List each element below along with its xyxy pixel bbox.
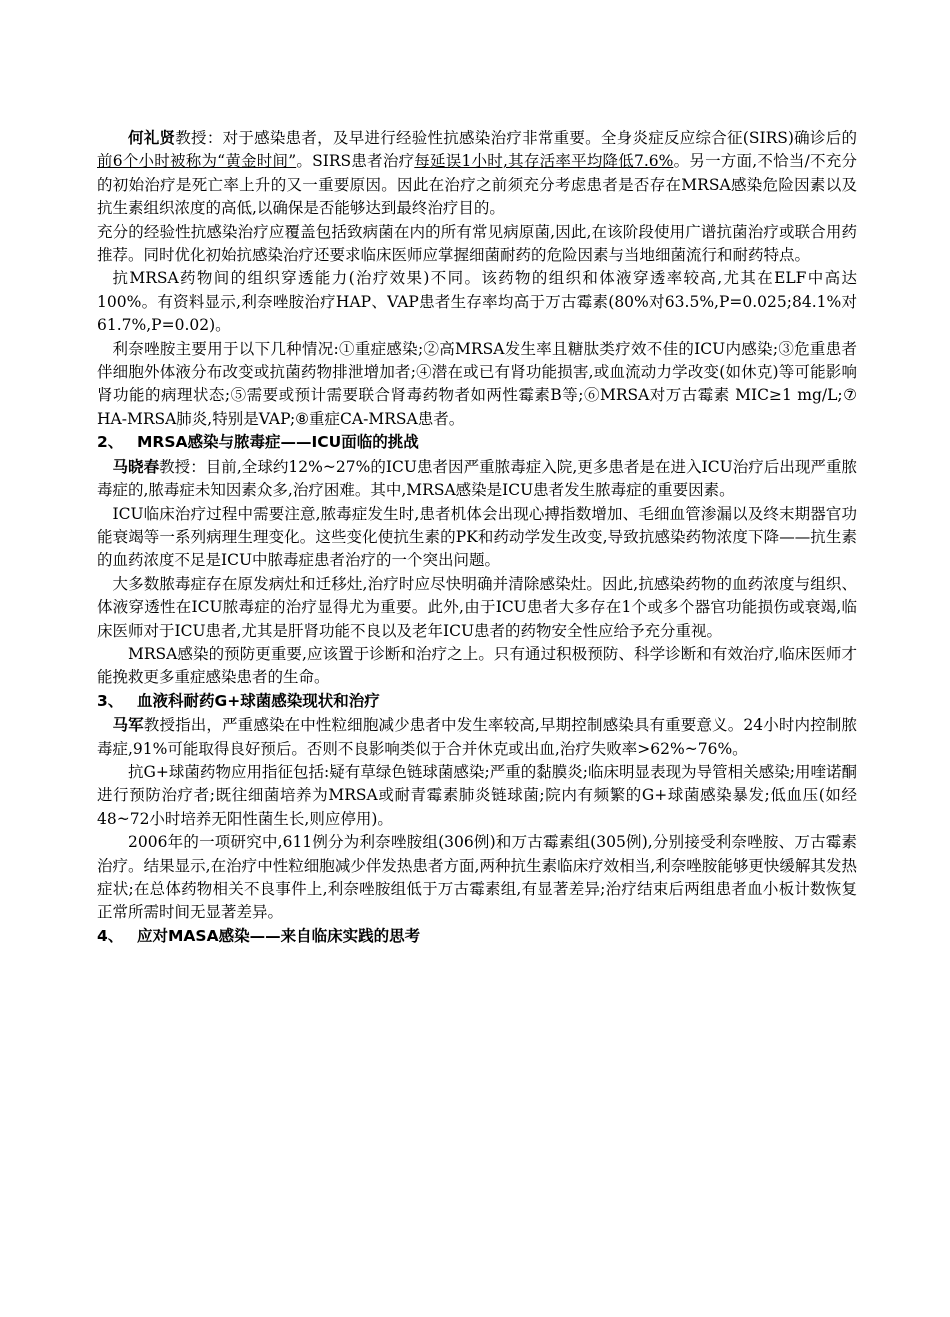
paragraph-ma-xiaochun (97, 455, 857, 503)
paragraph-gplus-indications: 抗G+球菌药物应用指征包括:疑有草绿色链球菌感染;严重的黏膜炎;临床明显表现为导管相关感染;用喹诺酮进行预防治疗者;既往细菌培养为MRSA或耐青霉素肺炎链球菌;院内有频繁的G+球菌感染暴发;低血压(如经48~72小时培养无阳性菌生长,则应停用)。 (97, 762, 857, 828)
text-segment: 。SIRS患者治疗 (296, 152, 415, 171)
speaker-name: 何礼贤 (128, 128, 176, 147)
text-segment: 教授：目前,全球约12%~27%的ICU患者因严重脓毒症入院,更多患者是在进入ICU治疗后出现严重脓毒症的,脓毒症未知因素众多,治疗困难。其中,MRSA感染是ICU患者发生脓毒症的重要因素。 (97, 457, 857, 500)
underlined-text: 每延误1小时,其存活率平均降低7.6% (414, 152, 674, 171)
paragraph-empiric-therapy: 充分的经验性抗感染治疗应覆盖包括致病菌在内的所有常见病原菌,因此,在该阶段使用广谱抗菌治疗或联合用药推荐。同时优化初始抗感染治疗还要求临床医师应掌握细菌耐药的危险因素与当地细菌流行和耐药特点。 (97, 222, 857, 265)
document-body (97, 126, 857, 948)
paragraph-ma-jun (97, 713, 857, 761)
section-number: 2、 (97, 433, 124, 452)
section-title: 应对MASA感染——来自临床实践的思考 (137, 926, 421, 945)
section-heading-3 (97, 690, 857, 713)
speaker-name: 马晓春 (112, 456, 160, 476)
paragraph-2006-study: 2006年的一项研究中,611例分为利奈唑胺组(306例)和万古霉素组(305例),分别接受利奈唑胺、万古霉素治疗。结果显示,在治疗中性粒细胞减少伴发热患者方面,两种抗生素临床疗效相当,利奈唑胺能够更快缓解其发热症状;在总体药物相关不良事件上,利奈唑胺组低于万古霉素组,有显著差异;治疗结束后两组患者血小板计数恢复正常所需时间无显著差异。 (97, 833, 857, 922)
underlined-text: 前6个小时被称为“黄金时间” (97, 152, 297, 171)
paragraph-icu-treatment: ICU临床治疗过程中需要注意,脓毒症发生时,患者机体会出现心搏指数增加、毛细血管渗漏以及终末期器官功能衰竭等一系列病理生理变化。这些变化使抗生素的PK和药动学发生改变,导致抗感染药物浓度下降——抗生素的血药浓度不足是ICU中脓毒症患者治疗的一个突出问题。 (97, 504, 857, 570)
section-heading-4 (97, 925, 857, 948)
paragraph-tissue-penetration: 抗MRSA药物间的组织穿透能力(治疗效果)不同。该药物的组织和体液穿透率较高,尤其在ELF中高达100%。有资料显示,利奈唑胺治疗HAP、VAP患者生存率均高于万古霉素(80%对63.5%,P=0.025;84.1%对61.7%,P=0.02)。 (97, 269, 857, 335)
text-segment: 教授：对于感染患者，及早进行经验性抗感染治疗非常重要。全身炎症反应综合征(SIRS)确诊后的 (175, 129, 857, 147)
section-title: MRSA感染与脓毒症——ICU面临的挑战 (137, 433, 419, 452)
section-title: 血液科耐药G+球菌感染现状和治疗 (137, 691, 380, 710)
paragraph-he-lixian (97, 126, 857, 221)
paragraph-linezolid-indications: 利奈唑胺主要用于以下几种情况:①重症感染;②高MRSA发生率且糖肽类疗效不佳的ICU内感染;③危重患者伴细胞外体液分布改变或抗菌药物排泄增加者;④潜在或已有肾功能损害,或血流动力学改变(如休克)等可能影响肾功能的病理状态;⑤需要或预计需要联合肾毒药物者如两性霉素B等;⑥MRSA对万古霉素 MIC≥1 mg/L;⑦ HA-MRSA肺炎,特别是VAP;⑧重症CA-MRSA患者。 (97, 339, 857, 428)
section-number: 3、 (97, 691, 124, 710)
section-number: 4、 (97, 926, 124, 945)
paragraph-mrsa-prevention: MRSA感染的预防更重要,应该置于诊断和治疗之上。只有通过积极预防、科学诊断和有效治疗,临床医师才能挽救更多重症感染患者的生命。 (97, 644, 857, 687)
text-segment: 教授指出，严重感染在中性粒细胞减少患者中发生率较高,早期控制感染具有重要意义。24小时内控制脓毒症,91%可能取得良好预后。否则不良影响类似于合并休克或出血,治疗失败率>62%~76%。 (97, 716, 857, 758)
text-segment: 。另一方面,不恰当/不充分的初始治疗是死亡率上升的又一重要原因。因此在治疗之前须充分考虑患者是否存在MRSA感染危险因素以及抗生素组织浓度的高低,以确保是否能够达到最终治疗目的。 (97, 152, 857, 218)
paragraph-sepsis-focus: 大多数脓毒症存在原发病灶和迁移灶,治疗时应尽快明确并清除感染灶。因此,抗感染药物的血药浓度与组织、体液穿透性在ICU脓毒症的治疗显得尤为重要。此外,由于ICU患者大多存在1个或多个器官功能损伤或衰竭,临床医师对于ICU患者,尤其是肝肾功能不良以及老年ICU患者的药物安全性应给予充分重视。 (97, 574, 857, 640)
section-heading-2 (97, 431, 857, 454)
speaker-name: 马军 (112, 715, 144, 735)
